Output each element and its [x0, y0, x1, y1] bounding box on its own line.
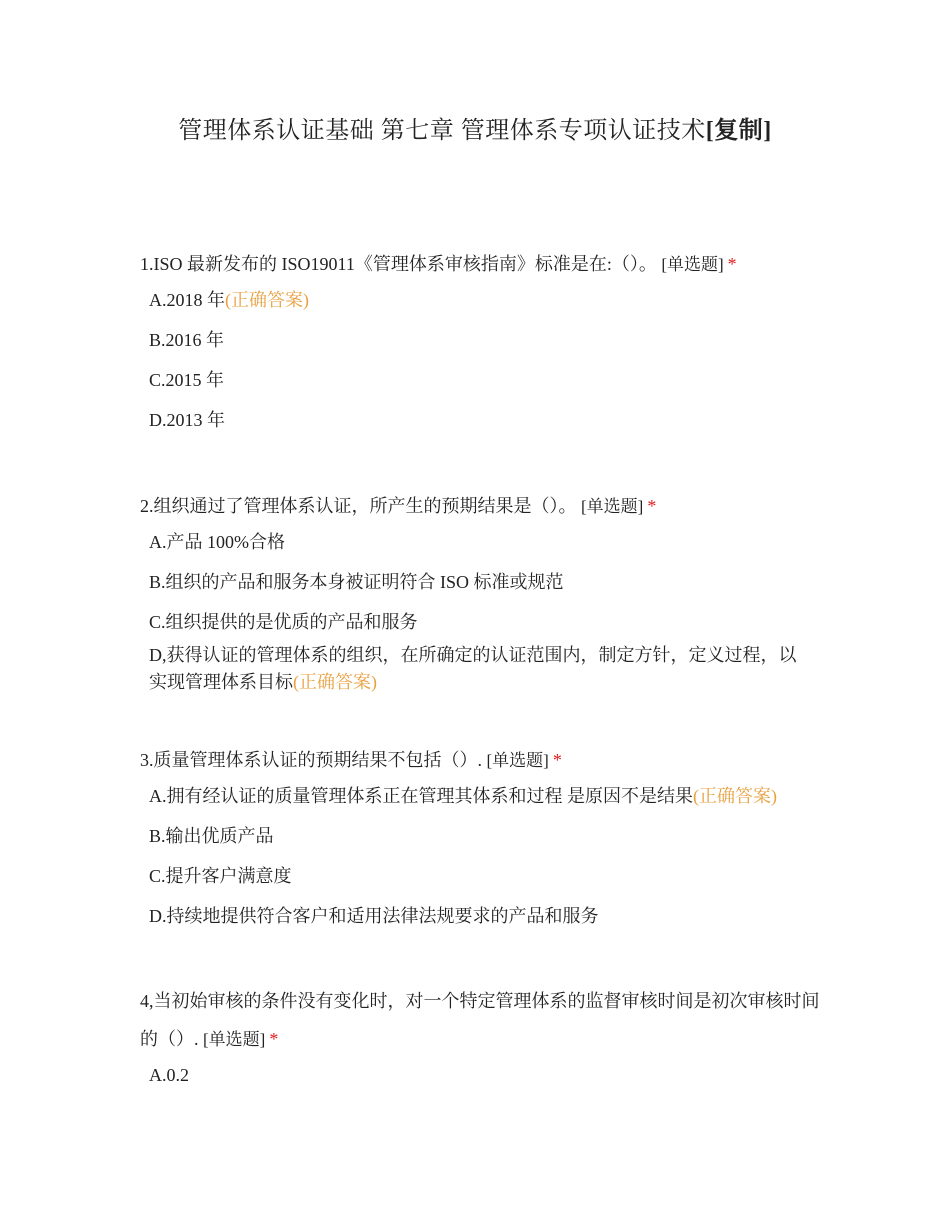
option-list: [149, 784, 830, 928]
option-a[interactable]: A.产品 100%合格: [149, 532, 285, 552]
option-list: [149, 288, 830, 432]
correct-answer-mark: (正确答案): [225, 290, 309, 310]
option-list: [149, 530, 830, 696]
required-marker: *: [647, 496, 657, 516]
question-stem: 1.ISO 最新发布的 ISO19011《管理体系审核指南》标准是在:（）。: [140, 254, 657, 274]
question-1: [140, 245, 830, 448]
question-4: [140, 982, 830, 1103]
option-b[interactable]: B.输出优质产品: [149, 826, 274, 846]
question-type: [单选题]: [486, 751, 549, 770]
required-marker: *: [727, 254, 737, 274]
option-d[interactable]: D,获得认证的管理体系的组织，在所确定的认证范围内，制定方针，定义过程，以实现管理体系目标(正确答案): [149, 645, 797, 692]
required-marker: *: [552, 750, 562, 770]
option-list: [149, 1063, 830, 1087]
question-2: [140, 487, 830, 712]
question-text: [140, 982, 830, 1059]
title-bracket: [复制]: [705, 118, 772, 144]
option-c[interactable]: C.组织提供的是优质的产品和服务: [149, 612, 418, 632]
question-type: [单选题]: [203, 1030, 266, 1049]
option-a[interactable]: A.0.2: [149, 1065, 189, 1085]
correct-answer-mark: (正确答案): [293, 672, 377, 692]
option-d[interactable]: D.2013 年: [149, 410, 225, 430]
page-title: [0, 110, 950, 145]
option-b[interactable]: B.2016 年: [149, 330, 225, 350]
title-main: 管理体系认证基础 第七章 管理体系专项认证技术: [178, 118, 706, 144]
question-text: [140, 487, 830, 526]
question-stem: 3.质量管理体系认证的预期结果不包括（）.: [140, 750, 482, 770]
option-d[interactable]: D.持续地提供符合客户和适用法律法规要求的产品和服务: [149, 906, 599, 926]
correct-answer-mark: (正确答案): [693, 786, 777, 806]
option-c[interactable]: C.提升客户满意度: [149, 866, 292, 886]
option-a[interactable]: A.拥有经认证的质量管理体系正在管理其体系和过程 是原因不是结果(正确答案): [149, 786, 777, 806]
required-marker: *: [269, 1029, 279, 1049]
option-a[interactable]: A.2018 年(正确答案): [149, 290, 309, 310]
question-stem: 4,当初始审核的条件没有变化时，对一个特定管理体系的监督审核时间是初次审核时间的（）.: [140, 991, 820, 1049]
option-c[interactable]: C.2015 年: [149, 370, 225, 390]
question-3: [140, 741, 830, 944]
question-type: [单选题]: [661, 255, 724, 274]
question-stem: 2.组织通过了管理体系认证，所产生的预期结果是（）。: [140, 496, 577, 516]
option-b[interactable]: B.组织的产品和服务本身被证明符合 ISO 标准或规范: [149, 572, 564, 592]
question-text: [140, 741, 830, 780]
question-text: [140, 245, 830, 284]
question-type: [单选题]: [581, 497, 644, 516]
